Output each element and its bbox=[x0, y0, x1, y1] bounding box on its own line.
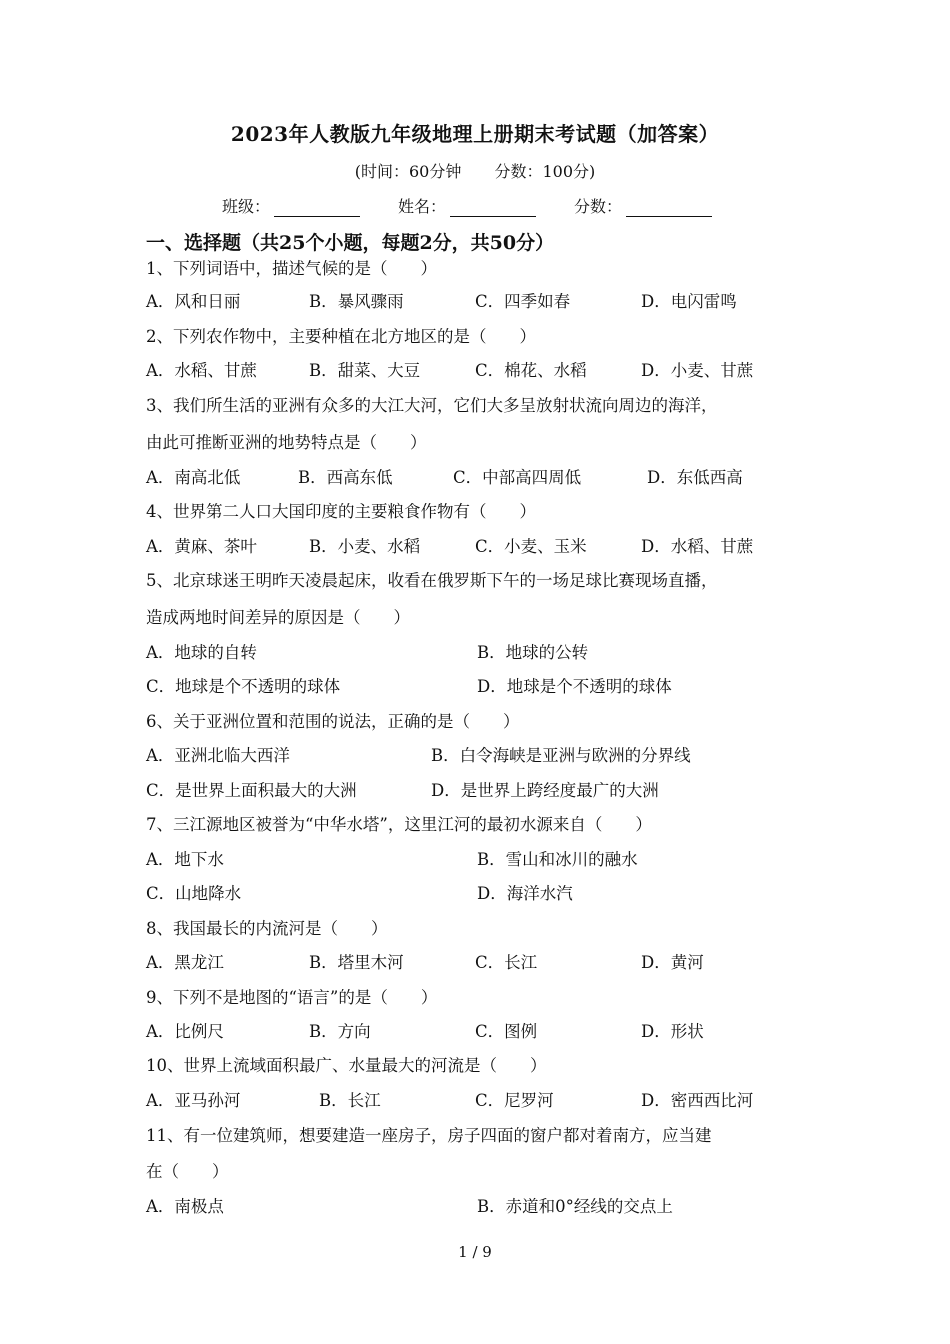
option-c: C．中部高四周低 bbox=[453, 468, 582, 487]
exam-time: (时间：60分钟 bbox=[354, 162, 462, 181]
option-b: B．雪山和冰川的融水 bbox=[477, 850, 638, 869]
question-1: 1、下列词语中，描述气候的是（ ） bbox=[146, 259, 437, 278]
option-d: D．密西西比河 bbox=[641, 1091, 754, 1110]
question-3-cont: 由此可推断亚洲的地势特点是（ ） bbox=[146, 433, 427, 452]
question-5: 5、北京球迷王明昨天凌晨起床，收看在俄罗斯下午的一场足球比赛现场直播， bbox=[146, 571, 718, 590]
option-a: A．南高北低 bbox=[146, 468, 241, 487]
score-blank[interactable] bbox=[626, 198, 712, 217]
option-b: B．甜菜、大豆 bbox=[309, 361, 421, 380]
score-label: 分数： bbox=[574, 197, 623, 216]
option-c: C．图例 bbox=[475, 1022, 538, 1041]
page-number: 1 / 9 bbox=[458, 1243, 492, 1261]
question-7: 7、三江源地区被誉为“中华水塔”，这里江河的最初水源来自（ ） bbox=[146, 815, 652, 834]
option-a: A．黄麻、茶叶 bbox=[146, 537, 257, 556]
question-5-cont: 造成两地时间差异的原因是（ ） bbox=[146, 608, 410, 627]
option-c: C．小麦、玉米 bbox=[475, 537, 587, 556]
option-b: B．赤道和0°经线的交点上 bbox=[477, 1197, 673, 1216]
question-3: 3、我们所生活的亚洲有众多的大江大河，它们大多呈放射状流向周边的海洋， bbox=[146, 396, 718, 415]
option-a: A．亚马孙河 bbox=[146, 1091, 241, 1110]
score-field[interactable] bbox=[574, 194, 712, 217]
option-c: C．地球是个不透明的球体 bbox=[146, 677, 341, 696]
option-c: C．尼罗河 bbox=[475, 1091, 554, 1110]
option-b: B．暴风骤雨 bbox=[309, 292, 404, 311]
option-d: D．东低西高 bbox=[647, 468, 743, 487]
option-c: C．棉花、水稻 bbox=[475, 361, 587, 380]
option-a: A．地下水 bbox=[146, 850, 224, 869]
option-d: D．形状 bbox=[641, 1022, 704, 1041]
option-b: B．长江 bbox=[319, 1091, 381, 1110]
option-c: C．长江 bbox=[475, 953, 538, 972]
option-a: A．比例尺 bbox=[146, 1022, 224, 1041]
student-info-fields bbox=[222, 194, 750, 217]
name-blank[interactable] bbox=[450, 198, 536, 217]
question-2: 2、下列农作物中，主要种植在北方地区的是（ ） bbox=[146, 327, 536, 346]
option-d: D．是世界上跨经度最广的大洲 bbox=[431, 781, 659, 800]
option-c: C．四季如春 bbox=[475, 292, 571, 311]
section-heading: 一、选择题（共25个小题，每题2分，共50分） bbox=[146, 232, 555, 254]
option-c: C．山地降水 bbox=[146, 884, 242, 903]
option-c: C．是世界上面积最大的大洲 bbox=[146, 781, 357, 800]
option-a: A．水稻、甘蔗 bbox=[146, 361, 257, 380]
option-b: B．方向 bbox=[309, 1022, 371, 1041]
question-8: 8、我国最长的内流河是（ ） bbox=[146, 919, 388, 938]
option-b: B．塔里木河 bbox=[309, 953, 404, 972]
exam-total-score: 分数：100分) bbox=[494, 162, 596, 181]
question-4: 4、世界第二人口大国印度的主要粮食作物有（ ） bbox=[146, 502, 536, 521]
question-9: 9、下列不是地图的“语言”的是（ ） bbox=[146, 988, 438, 1007]
name-label: 姓名： bbox=[398, 197, 447, 216]
exam-meta bbox=[0, 159, 950, 182]
question-6: 6、关于亚洲位置和范围的说法，正确的是（ ） bbox=[146, 712, 520, 731]
document-title: 2023年人教版九年级地理上册期末考试题（加答案） bbox=[230, 122, 720, 146]
option-a: A．南极点 bbox=[146, 1197, 224, 1216]
option-a: A．黑龙江 bbox=[146, 953, 224, 972]
option-a: A．风和日丽 bbox=[146, 292, 241, 311]
option-d: D．黄河 bbox=[641, 953, 704, 972]
option-b: B．西高东低 bbox=[298, 468, 393, 487]
option-b: B．地球的公转 bbox=[477, 643, 589, 662]
option-b: B．小麦、水稻 bbox=[309, 537, 421, 556]
name-field[interactable] bbox=[398, 194, 536, 217]
option-d: D．电闪雷鸣 bbox=[641, 292, 737, 311]
option-d: D．海洋水汽 bbox=[477, 884, 573, 903]
option-b: B．白令海峡是亚洲与欧洲的分界线 bbox=[431, 746, 691, 765]
question-11: 11、有一位建筑师，想要建造一座房子，房子四面的窗户都对着南方，应当建 bbox=[146, 1126, 712, 1145]
option-a: A．地球的自转 bbox=[146, 643, 257, 662]
option-a: A．亚洲北临大西洋 bbox=[146, 746, 290, 765]
option-d: D．地球是个不透明的球体 bbox=[477, 677, 672, 696]
class-blank[interactable] bbox=[274, 198, 360, 217]
class-label: 班级： bbox=[222, 197, 271, 216]
option-d: D．水稻、甘蔗 bbox=[641, 537, 754, 556]
question-11-cont: 在（ ） bbox=[146, 1162, 229, 1181]
option-d: D．小麦、甘蔗 bbox=[641, 361, 754, 380]
class-field[interactable] bbox=[222, 194, 360, 217]
question-10: 10、世界上流域面积最广、水量最大的河流是（ ） bbox=[146, 1056, 547, 1075]
